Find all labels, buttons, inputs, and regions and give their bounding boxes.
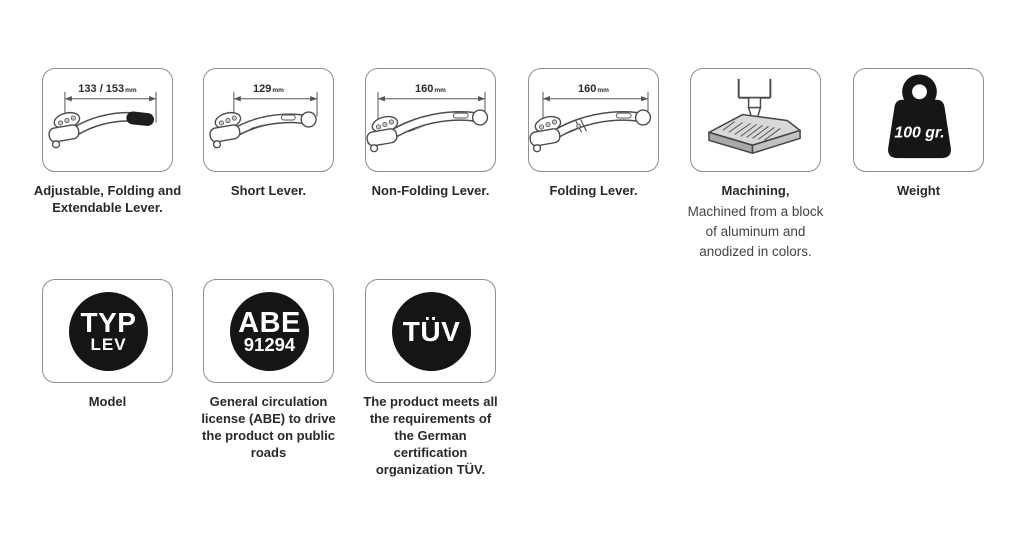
feature-card-tuv-certification (350, 279, 511, 478)
feature-caption: Machining, (721, 183, 790, 198)
svg-text:100 gr.: 100 gr. (894, 124, 945, 142)
lever-short-diagram-icon (203, 68, 334, 172)
feature-caption: Non-Folding Lever. (371, 183, 490, 198)
badge-text-line1: TYP (80, 306, 137, 338)
badge-circle (69, 292, 148, 371)
feature-caption: Short Lever. (230, 183, 307, 198)
badge-text-line1: ABE (238, 306, 301, 339)
milling-machine-icon (690, 68, 821, 172)
feature-card-short-lever (188, 68, 349, 199)
feature-caption: Weight (896, 183, 941, 198)
feature-caption: General circulation license (ABE) to drive the product on public roads (201, 394, 336, 460)
dimension-label: 160mm (415, 83, 446, 95)
feature-caption: Folding Lever. (549, 183, 638, 198)
badge-text-line2: 91294 (243, 333, 296, 355)
tuv-badge (365, 279, 496, 383)
lever-non-folding-diagram-icon (365, 68, 496, 172)
typ-lev-badge (42, 279, 173, 383)
badge-circle (392, 292, 471, 371)
feature-caption: Adjustable, Folding and Extendable Lever. (33, 183, 182, 215)
lever-extendable-diagram-icon (42, 68, 173, 172)
kettlebell-weight-icon (853, 68, 984, 172)
feature-card-machining (675, 68, 836, 262)
feature-card-folding-lever (513, 68, 674, 199)
feature-caption: Model (88, 394, 127, 409)
lever-folding-diagram-icon (528, 68, 659, 172)
feature-caption: The product meets all the requirements of the German certification organization TÜV. (363, 394, 498, 477)
dimension-label: 129mm (253, 83, 284, 95)
feature-card-abe-license (188, 279, 349, 461)
feature-subcaption: Machined from a block of aluminum and anodized in colors. (687, 204, 824, 259)
badge-text-line2: LEV (90, 334, 127, 354)
feature-card-weight (838, 68, 999, 199)
abe-badge (203, 279, 334, 383)
dimension-label: 133 / 153mm (78, 83, 137, 95)
badge-circle (230, 292, 309, 371)
feature-card-non-folding-lever (350, 68, 511, 199)
feature-card-model (27, 279, 188, 410)
dimension-label: 160mm (578, 83, 609, 95)
feature-card-adjustable-lever (27, 68, 188, 216)
badge-text-line1: TÜV (402, 315, 461, 347)
